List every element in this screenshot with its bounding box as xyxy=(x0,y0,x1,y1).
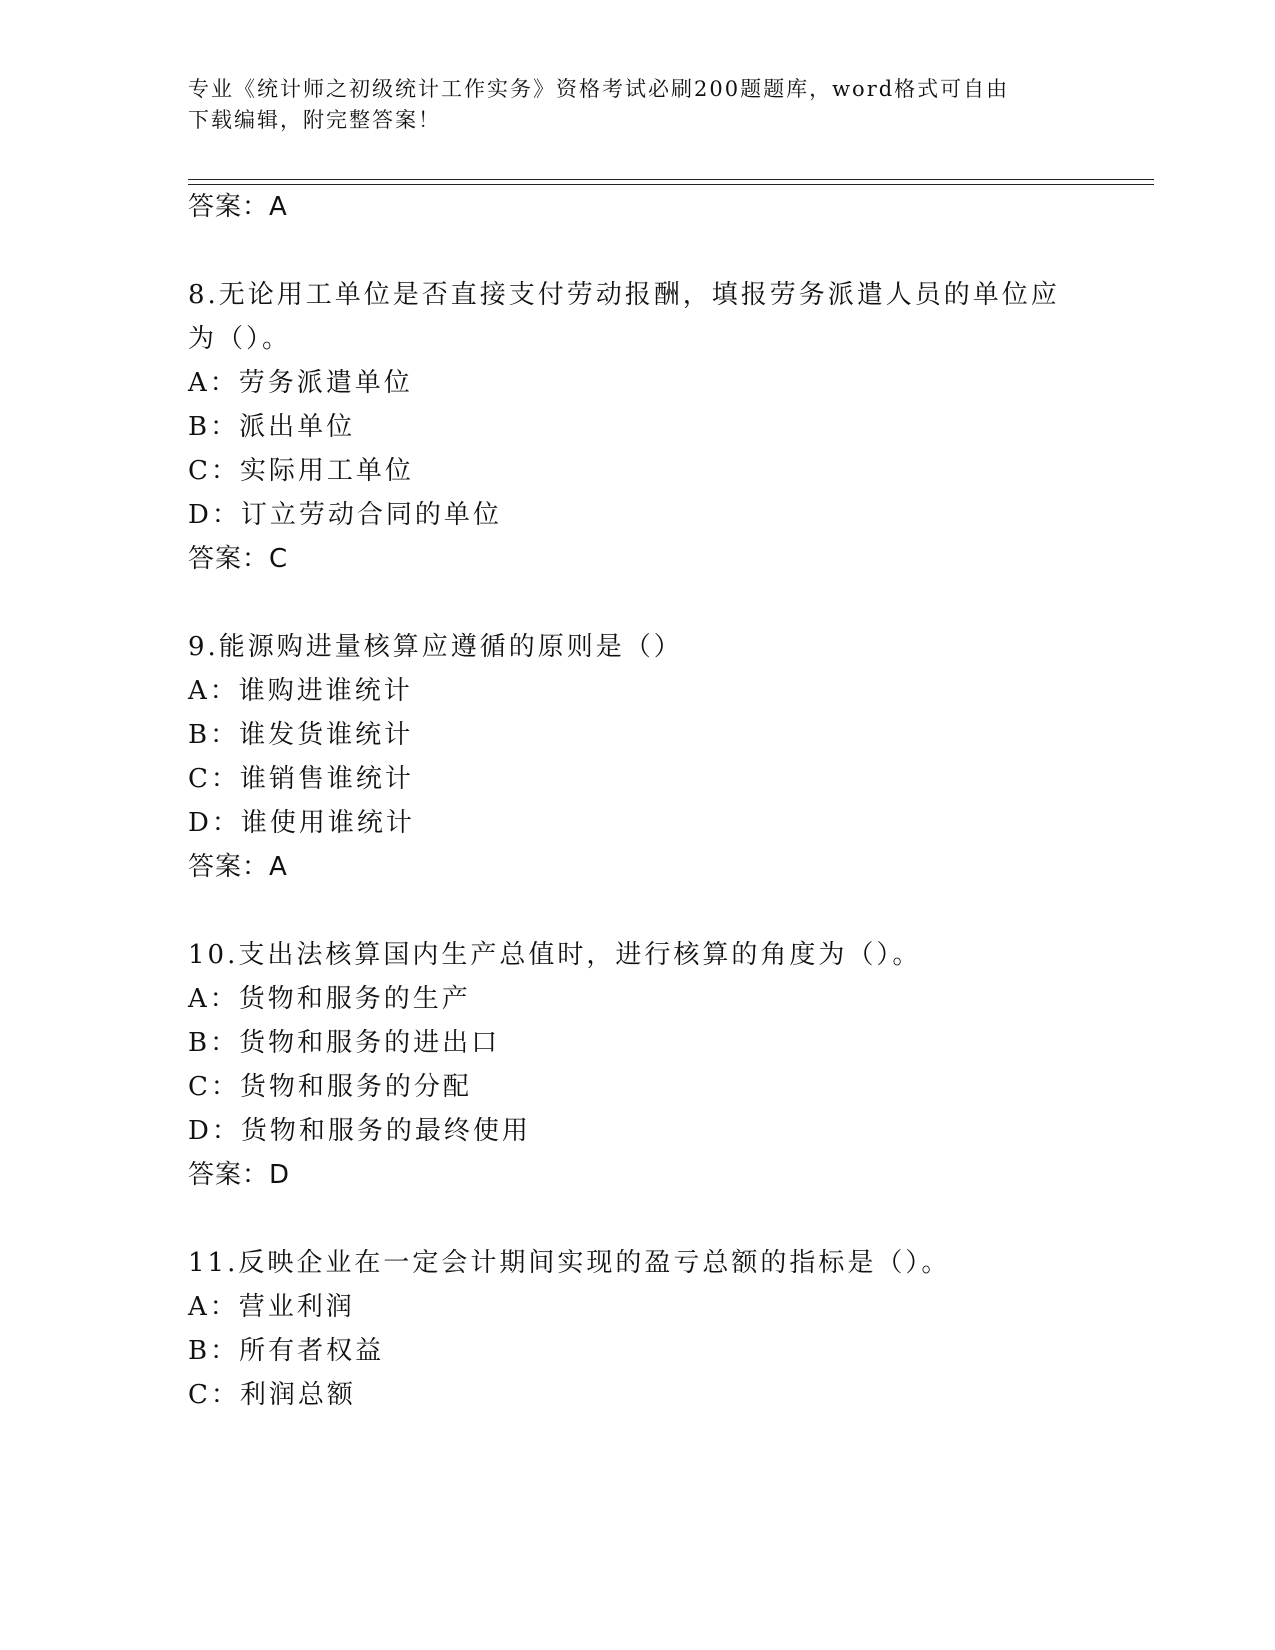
question-stem: 11.反映企业在一定会计期间实现的盈亏总额的指标是（）。 xyxy=(188,1248,951,1278)
question-stem-continued: 为（）。 xyxy=(188,324,292,354)
header-line-2: 下载编辑，附完整答案！ xyxy=(188,108,441,132)
header-divider-bottom xyxy=(188,184,1154,185)
option-a: A：谁购进谁统计 xyxy=(188,676,413,706)
option-a: A：营业利润 xyxy=(188,1292,355,1322)
option-a: A：劳务派遣单位 xyxy=(188,368,413,398)
header-line-1: 专业《统计师之初级统计工作实务》资格考试必刷200题题库，word格式可自由 xyxy=(188,77,1010,101)
option-c: C：货物和服务的分配 xyxy=(188,1072,472,1102)
answer-line: 答案：D xyxy=(188,1160,291,1190)
header-divider-top xyxy=(188,179,1154,180)
document-header xyxy=(188,74,1068,136)
option-b: B：派出单位 xyxy=(188,412,356,442)
answer-line: 答案：A xyxy=(188,852,288,882)
option-d: D：谁使用谁统计 xyxy=(188,808,415,838)
question-stem: 9.能源购进量核算应遵循的原则是（） xyxy=(188,632,683,662)
question-stem: 10.支出法核算国内生产总值时，进行核算的角度为（）。 xyxy=(188,940,922,970)
option-c: C：利润总额 xyxy=(188,1380,356,1410)
option-a: A：货物和服务的生产 xyxy=(188,984,471,1014)
answer-line: 答案：C xyxy=(188,544,289,574)
question-stem: 8.无论用工单位是否直接支付劳动报酬，填报劳务派遣人员的单位应 xyxy=(188,280,1060,310)
option-b: B：谁发货谁统计 xyxy=(188,720,414,750)
option-b: B：货物和服务的进出口 xyxy=(188,1028,501,1058)
answer-line: 答案：A xyxy=(188,192,288,222)
option-c: C：实际用工单位 xyxy=(188,456,414,486)
option-b: B：所有者权益 xyxy=(188,1336,385,1366)
option-d: D：订立劳动合同的单位 xyxy=(188,500,502,530)
option-d: D：货物和服务的最终使用 xyxy=(188,1116,531,1146)
option-c: C：谁销售谁统计 xyxy=(188,764,414,794)
